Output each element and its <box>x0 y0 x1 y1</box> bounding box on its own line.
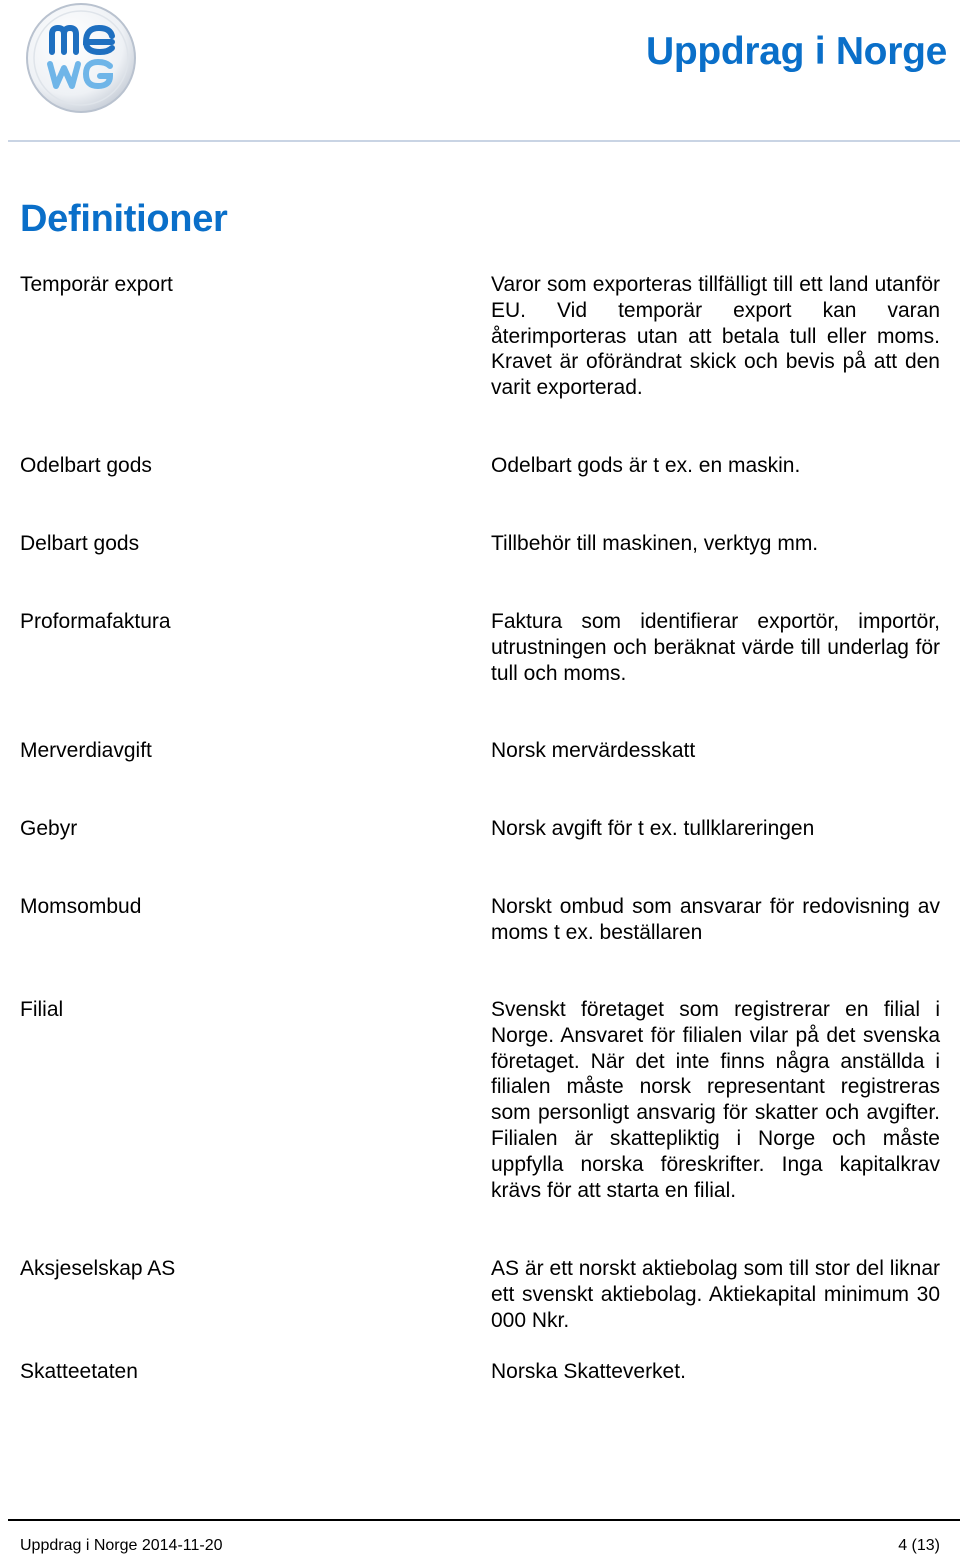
term-definition: Norskt ombud som ansvarar för redovisning av moms t ex. beställaren <box>491 895 940 944</box>
term-definition: Norska Skatteverket. <box>491 1360 686 1383</box>
footer-page-number: 4 (13) <box>898 1537 940 1554</box>
term-definition: Norsk avgift för t ex. tullklareringen <box>491 817 815 840</box>
term-label: Filial <box>20 998 64 1021</box>
term-label: Skatteetaten <box>20 1360 138 1383</box>
footer-divider <box>8 1519 960 1521</box>
term-label: Aksjeselskap AS <box>20 1257 176 1280</box>
footer-doc-info: Uppdrag i Norge 2014-11-20 <box>20 1537 223 1554</box>
term-definition: Faktura som identifierar exportör, importör, utrustningen och beräknat värde till underlag för tull och moms. <box>491 610 940 685</box>
term-label: Delbart gods <box>20 532 140 555</box>
section-heading: Definitioner <box>20 198 228 240</box>
term-label: Proformafaktura <box>20 610 171 633</box>
term-definition: Odelbart gods är t ex. en maskin. <box>491 454 801 477</box>
term-label: Odelbart gods <box>20 454 152 477</box>
term-definition: AS är ett norskt aktiebolag som till stor del liknar ett svenskt aktiebolag. Aktiekapital minimum 30 000 Nkr. <box>491 1257 940 1332</box>
term-label: Momsombud <box>20 895 142 918</box>
term-definition: Svenskt företaget som registrerar en filial i Norge. Ansvaret för filialen vilar på det svenska företaget. När det inte finns några anställda i filialen måste norsk representant registreras som personligt ansvarig för skatter och avgifter. Filialen är skattepliktig i Norge och måste uppfylla norska föreskrifter. Inga kapitalkrav krävs för att starta en filial. <box>491 998 940 1202</box>
term-label: Temporär export <box>20 273 173 296</box>
term-definition: Tillbehör till maskinen, verktyg mm. <box>491 532 819 555</box>
term-label: Merverdiavgift <box>20 739 152 762</box>
term-definition: Varor som exporteras tillfälligt till ett land utanför EU. Vid temporär export kan varan återimporteras utan att betala tull eller moms. Kravet är oförändrat skick och bevis på att den varit exporterad. <box>491 273 940 400</box>
term-label: Gebyr <box>20 817 78 840</box>
term-definition: Norsk mervärdesskatt <box>491 739 696 762</box>
header-title: Uppdrag i Norge <box>645 30 947 73</box>
